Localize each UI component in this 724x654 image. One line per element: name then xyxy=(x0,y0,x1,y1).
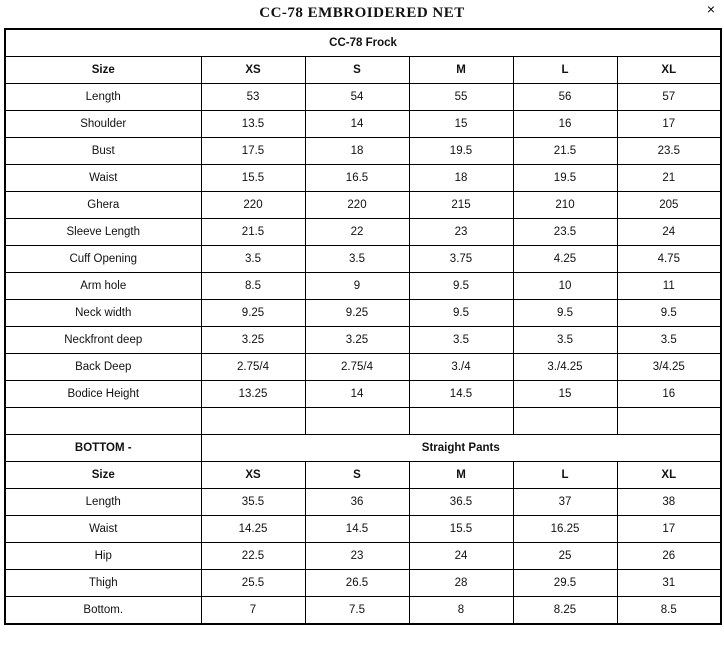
measurement-value: 3.25 xyxy=(305,327,409,354)
row-label: Bust xyxy=(5,138,201,165)
measurement-value: 21 xyxy=(617,165,721,192)
measurement-value: 22.5 xyxy=(201,543,305,570)
column-header: L xyxy=(513,462,617,489)
row-label: Bottom. xyxy=(5,597,201,625)
row-label: Back Deep xyxy=(5,354,201,381)
spacer-cell xyxy=(409,408,513,435)
column-header: Size xyxy=(5,462,201,489)
measurement-value: 25 xyxy=(513,543,617,570)
table-spacer-row xyxy=(5,408,721,435)
measurement-value: 19.5 xyxy=(409,138,513,165)
measurement-value: 215 xyxy=(409,192,513,219)
bottom-table-header-row xyxy=(5,462,721,489)
measurement-value: 21.5 xyxy=(513,138,617,165)
measurement-value: 23 xyxy=(305,543,409,570)
measurement-value: 28 xyxy=(409,570,513,597)
measurement-value: 57 xyxy=(617,84,721,111)
measurement-value: 35.5 xyxy=(201,489,305,516)
measurement-value: 14.5 xyxy=(305,516,409,543)
row-label: Length xyxy=(5,84,201,111)
measurement-value: 23.5 xyxy=(617,138,721,165)
measurement-value: 25.5 xyxy=(201,570,305,597)
row-label: Waist xyxy=(5,165,201,192)
measurement-value: 16 xyxy=(617,381,721,408)
measurement-value: 210 xyxy=(513,192,617,219)
measurement-value: 14 xyxy=(305,381,409,408)
measurement-value: 16 xyxy=(513,111,617,138)
measurement-value: 23.5 xyxy=(513,219,617,246)
measurement-value: 7 xyxy=(201,597,305,625)
table-section-title-row xyxy=(5,29,721,57)
section-title: CC-78 Frock xyxy=(5,29,721,57)
row-label: Neck width xyxy=(5,300,201,327)
measurement-value: 31 xyxy=(617,570,721,597)
measurement-value: 14.5 xyxy=(409,381,513,408)
measurement-value: 2.75/4 xyxy=(201,354,305,381)
table-row xyxy=(5,84,721,111)
size-chart-container xyxy=(0,28,724,625)
spacer-cell xyxy=(617,408,721,435)
row-label: Neckfront deep xyxy=(5,327,201,354)
measurement-value: 15.5 xyxy=(409,516,513,543)
close-icon[interactable]: × xyxy=(706,1,716,17)
measurement-value: 55 xyxy=(409,84,513,111)
table-row xyxy=(5,354,721,381)
table-row xyxy=(5,165,721,192)
table-row xyxy=(5,543,721,570)
table-row xyxy=(5,219,721,246)
row-label: Length xyxy=(5,489,201,516)
measurement-value: 23 xyxy=(409,219,513,246)
bottom-section-title: Straight Pants xyxy=(201,435,721,462)
measurement-value: 16.25 xyxy=(513,516,617,543)
measurement-value: 3./4 xyxy=(409,354,513,381)
row-label: Waist xyxy=(5,516,201,543)
row-label: Cuff Opening xyxy=(5,246,201,273)
column-header: M xyxy=(409,57,513,84)
measurement-value: 29.5 xyxy=(513,570,617,597)
measurement-value: 8.5 xyxy=(201,273,305,300)
spacer-cell xyxy=(305,408,409,435)
measurement-value: 53 xyxy=(201,84,305,111)
row-label: Sleeve Length xyxy=(5,219,201,246)
column-header: Size xyxy=(5,57,201,84)
measurement-value: 37 xyxy=(513,489,617,516)
row-label: Ghera xyxy=(5,192,201,219)
measurement-value: 3./4.25 xyxy=(513,354,617,381)
measurement-value: 3.5 xyxy=(513,327,617,354)
measurement-value: 18 xyxy=(409,165,513,192)
table-row xyxy=(5,192,721,219)
row-label: Arm hole xyxy=(5,273,201,300)
measurement-value: 205 xyxy=(617,192,721,219)
measurement-value: 17.5 xyxy=(201,138,305,165)
row-label: Bodice Height xyxy=(5,381,201,408)
measurement-value: 9.5 xyxy=(409,273,513,300)
measurement-value: 7.5 xyxy=(305,597,409,625)
measurement-value: 15 xyxy=(513,381,617,408)
row-label: Shoulder xyxy=(5,111,201,138)
table-row xyxy=(5,138,721,165)
measurement-value: 9.5 xyxy=(617,300,721,327)
measurement-value: 26 xyxy=(617,543,721,570)
measurement-value: 24 xyxy=(409,543,513,570)
measurement-value: 14 xyxy=(305,111,409,138)
measurement-value: 8.5 xyxy=(617,597,721,625)
table-row xyxy=(5,111,721,138)
table-row xyxy=(5,570,721,597)
measurement-value: 54 xyxy=(305,84,409,111)
measurement-value: 11 xyxy=(617,273,721,300)
table-row xyxy=(5,300,721,327)
measurement-value: 9.25 xyxy=(305,300,409,327)
column-header: L xyxy=(513,57,617,84)
measurement-value: 26.5 xyxy=(305,570,409,597)
measurement-value: 2.75/4 xyxy=(305,354,409,381)
column-header: XL xyxy=(617,57,721,84)
measurement-value: 3.5 xyxy=(617,327,721,354)
table-row xyxy=(5,246,721,273)
size-chart-table xyxy=(4,28,722,625)
measurement-value: 16.5 xyxy=(305,165,409,192)
bottom-section-label: BOTTOM - xyxy=(5,435,201,462)
table-row xyxy=(5,273,721,300)
measurement-value: 4.25 xyxy=(513,246,617,273)
table-row xyxy=(5,327,721,354)
measurement-value: 8 xyxy=(409,597,513,625)
measurement-value: 3.25 xyxy=(201,327,305,354)
measurement-value: 13.5 xyxy=(201,111,305,138)
column-header: S xyxy=(305,57,409,84)
table-header-row xyxy=(5,57,721,84)
measurement-value: 3.5 xyxy=(201,246,305,273)
measurement-value: 17 xyxy=(617,516,721,543)
spacer-cell xyxy=(5,408,201,435)
measurement-value: 38 xyxy=(617,489,721,516)
table-row xyxy=(5,516,721,543)
measurement-value: 9 xyxy=(305,273,409,300)
row-label: Thigh xyxy=(5,570,201,597)
measurement-value: 21.5 xyxy=(201,219,305,246)
measurement-value: 3.75 xyxy=(409,246,513,273)
measurement-value: 36.5 xyxy=(409,489,513,516)
column-header: S xyxy=(305,462,409,489)
measurement-value: 24 xyxy=(617,219,721,246)
measurement-value: 14.25 xyxy=(201,516,305,543)
measurement-value: 18 xyxy=(305,138,409,165)
measurement-value: 56 xyxy=(513,84,617,111)
measurement-value: 8.25 xyxy=(513,597,617,625)
spacer-cell xyxy=(201,408,305,435)
table-row xyxy=(5,597,721,625)
measurement-value: 10 xyxy=(513,273,617,300)
measurement-value: 15 xyxy=(409,111,513,138)
table-row xyxy=(5,381,721,408)
measurement-value: 4.75 xyxy=(617,246,721,273)
row-label: Hip xyxy=(5,543,201,570)
measurement-value: 3.5 xyxy=(305,246,409,273)
measurement-value: 13.25 xyxy=(201,381,305,408)
measurement-value: 22 xyxy=(305,219,409,246)
column-header: M xyxy=(409,462,513,489)
bottom-section-title-row xyxy=(5,435,721,462)
measurement-value: 220 xyxy=(305,192,409,219)
spacer-cell xyxy=(513,408,617,435)
table-row xyxy=(5,489,721,516)
measurement-value: 220 xyxy=(201,192,305,219)
measurement-value: 9.5 xyxy=(513,300,617,327)
column-header: XS xyxy=(201,57,305,84)
column-header: XL xyxy=(617,462,721,489)
measurement-value: 17 xyxy=(617,111,721,138)
measurement-value: 9.5 xyxy=(409,300,513,327)
measurement-value: 15.5 xyxy=(201,165,305,192)
column-header: XS xyxy=(201,462,305,489)
page-title: CC-78 EMBROIDERED NET xyxy=(259,5,465,21)
measurement-value: 19.5 xyxy=(513,165,617,192)
measurement-value: 9.25 xyxy=(201,300,305,327)
measurement-value: 3.5 xyxy=(409,327,513,354)
measurement-value: 36 xyxy=(305,489,409,516)
measurement-value: 3/4.25 xyxy=(617,354,721,381)
